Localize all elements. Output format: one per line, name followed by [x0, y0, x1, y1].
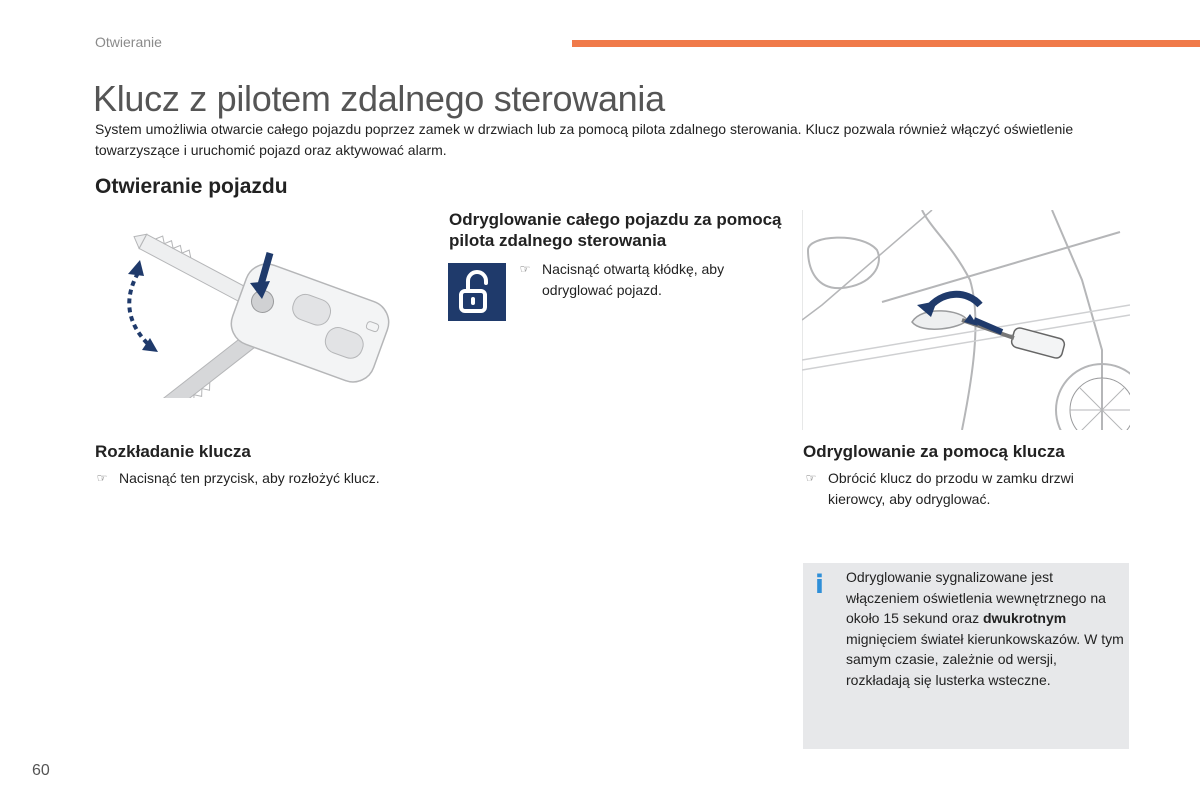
info-text-emphasis: dwukrotnym [982, 610, 1067, 626]
page-title: Klucz z pilotem zdalnego sterowania [93, 78, 665, 119]
remote-unlock-heading: Odryglowanie całego pojazdu za pomocą pilota zdalnego sterowania [449, 210, 782, 250]
pointing-hand-icon: ☞ [805, 471, 817, 485]
info-icon: i [815, 570, 824, 600]
key-unfold-illustration [110, 228, 410, 398]
unfold-key-bullet-text: Nacisnąć ten przycisk, aby rozłożyć klucz. [119, 470, 380, 486]
info-text [846, 567, 1124, 690]
section-label: Otwieranie [95, 34, 162, 50]
remote-unlock-bullet-text: Nacisnąć otwartą kłódkę, aby odryglować pojazd. [542, 261, 725, 298]
intro-paragraph: System umożliwia otwarcie całego pojazdu poprzez zamek w drzwiach lub za pomocą pilota zdalnego sterowania. Klucz pozwala również włączyć oświetlenie towarzyszące i uruchomić pojazd oraz aktywować alarm. [95, 121, 1074, 158]
remote-fob [225, 258, 395, 388]
info-text-part2: mignięciem świateł kierunkowskazów. W tym samym czasie, zależnie od wersji, rozkładają się lusterka wsteczne. [846, 630, 1124, 688]
pointing-hand-icon: ☞ [96, 471, 108, 485]
key-unlock-heading: Odryglowanie za pomocą klucza [803, 442, 1065, 461]
header-accent-bar [572, 40, 1200, 47]
section-heading: Otwieranie pojazdu [95, 175, 288, 198]
open-padlock-icon [448, 263, 506, 321]
key-unlock-bullet-text: Obrócić klucz do przodu w zamku drzwi kierowcy, aby odryglować. [828, 470, 1074, 507]
remote-unlock-bullet [516, 259, 776, 301]
unfold-key-bullet [93, 468, 453, 489]
key-unlock-bullet [802, 468, 1122, 510]
info-text-part1: Odryglowanie sygnalizowane jest włączeniem oświetlenia wewnętrznego na około 15 sekund oraz [846, 569, 1106, 626]
unfolded-key-blade [130, 228, 255, 305]
padlock-glyph [457, 269, 497, 315]
pointing-hand-icon: ☞ [519, 262, 531, 276]
car-door-illustration [802, 210, 1130, 430]
page-number: 60 [32, 762, 50, 779]
unfold-key-heading: Rozkładanie klucza [95, 442, 251, 461]
